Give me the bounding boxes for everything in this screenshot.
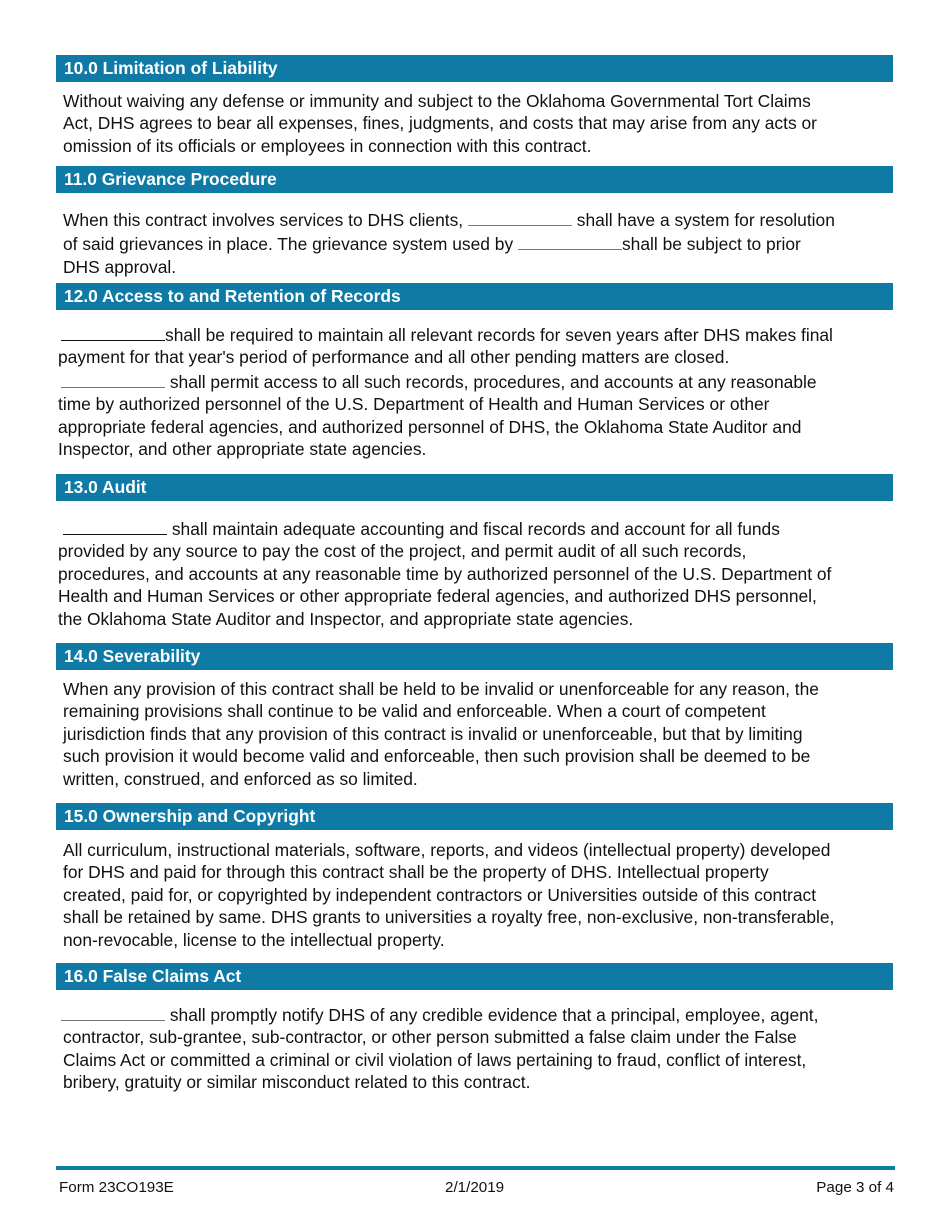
section-15-heading: 15.0 Ownership and Copyright — [56, 803, 893, 830]
text-fragment: shall be required to maintain all relevant records for seven years after DHS makes final — [165, 325, 833, 345]
section-13-heading: 13.0 Audit — [56, 474, 893, 501]
text-line: Act, DHS agrees to bear all expenses, fines, judgments, and costs that may arise from any acts or — [63, 113, 817, 134]
text-line: Inspector, and other appropriate state agencies. — [58, 439, 427, 460]
section-15-body — [63, 839, 895, 951]
contractor-name-field[interactable] — [468, 207, 572, 226]
text-line: created, paid for, or copyrighted by independent contractors or Universities outside of this contract — [63, 884, 817, 905]
text-line: omission of its officials or employees in connection with this contract. — [63, 135, 592, 156]
section-16-body — [63, 1002, 895, 1094]
text-line: jurisdiction finds that any provision of this contract is invalid or unenforceable, but that by limiting — [63, 723, 803, 744]
contractor-name-field[interactable] — [61, 369, 165, 388]
footer-date: 2/1/2019 — [445, 1179, 505, 1196]
text-line: contractor, sub-grantee, sub-contractor, or other person submitted a false claim under the False — [63, 1027, 797, 1048]
text-line: bribery, gratuity or similar misconduct related to this contract. — [63, 1072, 531, 1093]
section-13-body — [58, 516, 895, 630]
text-line: such provision it would become valid and enforceable, then such provision shall be deemed to be — [63, 746, 811, 767]
text-fragment: When this contract involves services to DHS clients, — [63, 210, 468, 230]
text-fragment: shall have a system for resolution — [571, 210, 835, 230]
text-fragment: shall be subject to prior — [621, 234, 801, 255]
section-12-body — [58, 322, 895, 460]
text-line: When any provision of this contract shall be held to be invalid or unenforceable for any reason, the — [63, 679, 819, 699]
section-16-heading: 16.0 False Claims Act — [56, 963, 893, 990]
text-line: for DHS and paid for through this contract shall be the property of DHS. Intellectual property — [63, 862, 769, 883]
footer-form-number: Form 23CO193E — [59, 1179, 174, 1196]
text-fragment: shall promptly notify DHS of any credible evidence that a principal, employee, agent, — [165, 1005, 819, 1025]
text-line: written, construed, and enforced as so limited. — [63, 768, 418, 789]
text-fragment: of said grievances in place. The grievance system used by — [63, 234, 518, 255]
text-line: time by authorized personnel of the U.S. Department of Health and Human Services or other — [58, 394, 770, 415]
section-14-heading: 14.0 Severability — [56, 643, 893, 670]
footer-divider — [56, 1166, 895, 1170]
footer-page-number: Page 3 of 4 — [816, 1179, 894, 1196]
text-line: Without waiving any defense or immunity and subject to the Oklahoma Governmental Tort Claims — [63, 91, 811, 111]
section-10-heading: 10.0 Limitation of Liability — [56, 55, 893, 82]
contractor-name-field[interactable] — [63, 516, 167, 535]
text-line: Health and Human Services or other appropriate federal agencies, and authorized DHS personnel, — [58, 586, 817, 607]
text-line: the Oklahoma State Auditor and Inspector, and appropriate state agencies. — [58, 608, 634, 629]
text-fragment: shall permit access to all such records, procedures, and accounts at any reasonable — [165, 371, 817, 392]
text-line: appropriate federal agencies, and authorized personnel of DHS, the Oklahoma State Auditor and — [58, 416, 802, 437]
text-line: payment for that year's period of performance and all other pending matters are closed. — [58, 347, 730, 368]
text-line: shall be retained by same. DHS grants to universities a royalty free, non-exclusive, non-transferable, — [63, 907, 835, 928]
text-line: DHS approval. — [63, 256, 177, 277]
text-line: remaining provisions shall continue to be valid and enforceable. When a court of competent — [63, 701, 766, 722]
section-11-heading: 11.0 Grievance Procedure — [56, 166, 893, 193]
contractor-name-field[interactable] — [518, 231, 622, 250]
text-line: provided by any source to pay the cost of the project, and permit audit of all such records, — [58, 541, 747, 562]
text-fragment: shall maintain adequate accounting and fiscal records and account for all funds — [167, 519, 780, 539]
contractor-name-field[interactable] — [61, 1002, 165, 1021]
text-line: All curriculum, instructional materials, software, reports, and videos (intellectual property) developed — [63, 840, 831, 860]
contractor-name-field[interactable] — [61, 322, 165, 341]
section-14-body — [63, 678, 895, 790]
text-line: non-revocable, license to the intellectual property. — [63, 929, 445, 950]
section-12-heading: 12.0 Access to and Retention of Records — [56, 283, 893, 310]
section-10-body — [63, 90, 895, 157]
text-line: procedures, and accounts at any reasonable time by authorized personnel of the U.S. Department of — [58, 563, 832, 584]
text-line: Claims Act or committed a criminal or civil violation of laws pertaining to fraud, conflict of interest, — [63, 1049, 807, 1070]
section-11-body — [63, 207, 895, 278]
